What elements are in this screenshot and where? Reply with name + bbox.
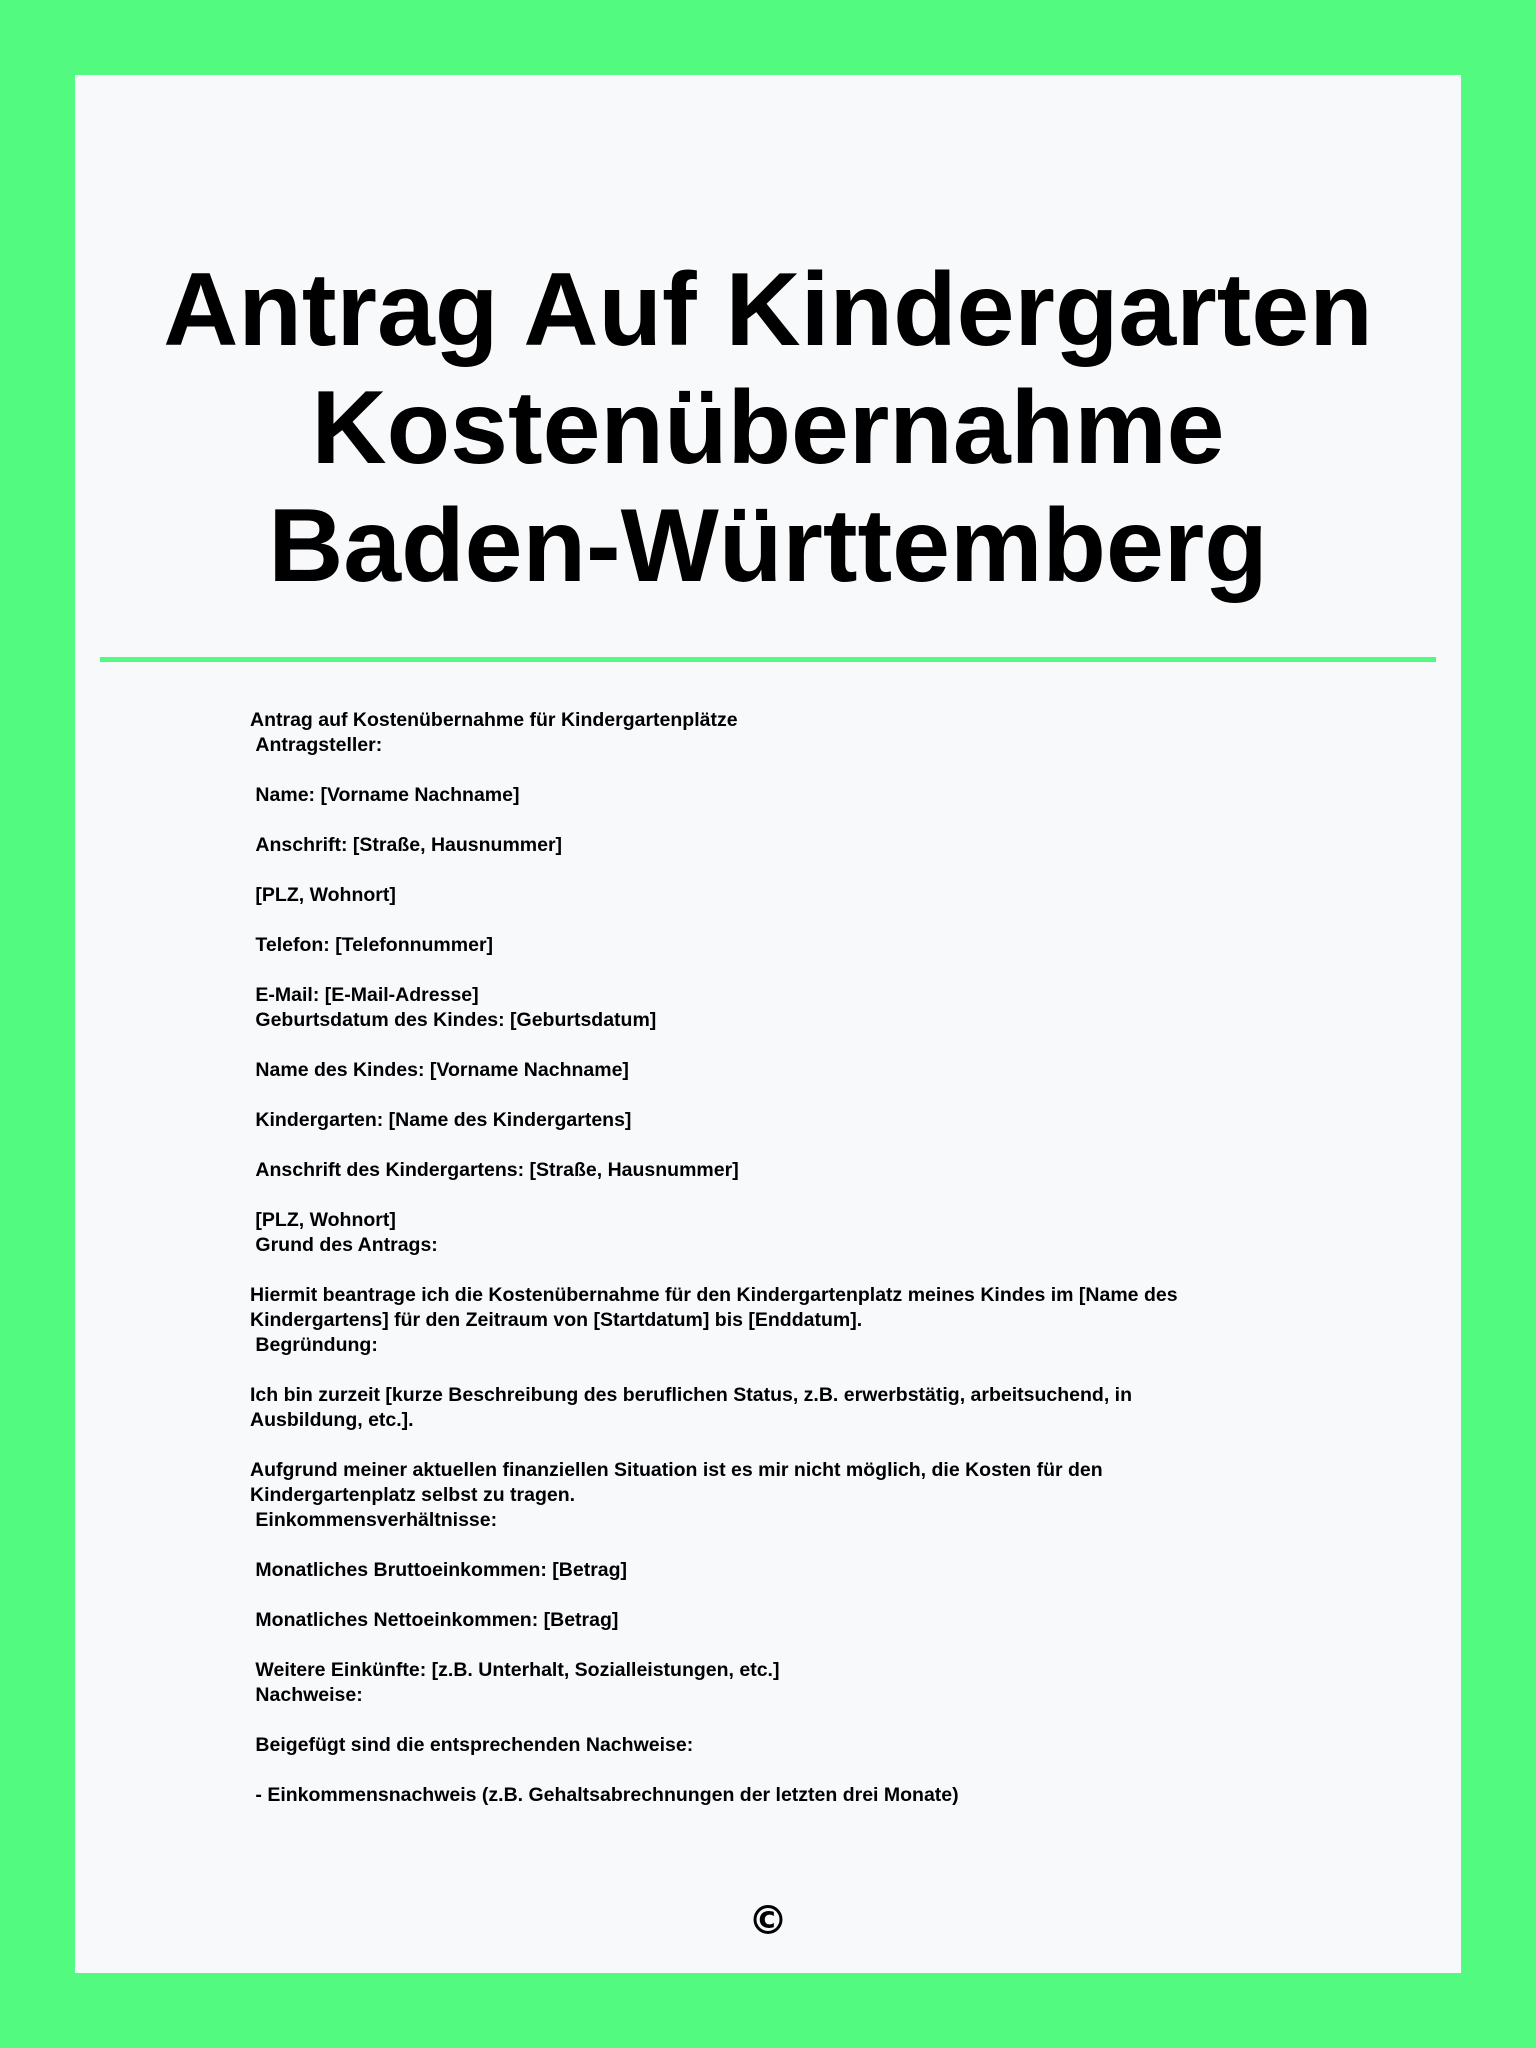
document-page [75, 75, 1461, 1973]
title-line-1: Antrag Auf Kindergarten [163, 252, 1373, 368]
title-divider [100, 657, 1436, 662]
title-line-2: Kostenübernahme [311, 370, 1225, 486]
copyright-icon: © [748, 1898, 788, 1944]
document-title [75, 251, 1461, 605]
document-body: Antrag auf Kostenübernahme für Kindergartenplätze Antragsteller: Name: [Vorname Nachname] Anschrift: [Straße, Hausnummer] [PLZ, Wohnort] Telefon: [Telefonnummer] E-Mail: [E-Mail-Adresse] Geburtsdatum des Kindes: [Geburtsdatum] Name des Kindes: [Vorname Nachname] Kindergarten: [Name des Kindergartens] Anschrift des Kindergartens: [Straße, Hausnummer] [PLZ, Wohnort] Grund des Antrags: Hiermit beantrage ich die Kostenübernahme für den Kindergartenplatz meines Kindes im [Name des Kindergartens] für den Zeitraum von [Startdatum] bis [Enddatum]. Begründung: Ich bin zurzeit [kurze Beschreibung des beruflichen Status, z.B. erwerbstätig, arbeitsuchend, in Ausbildung, etc.]. Aufgrund meiner aktuellen finanziellen Situation ist es mir nicht möglich, die Kosten für den Kindergartenplatz selbst zu tragen. Einkommensverhältnisse: Monatliches Bruttoeinkommen: [Betrag] Monatliches Nettoeinkommen: [Betrag] Weitere Einkünfte: [z.B. Unterhalt, Sozialleistungen, etc.] Nachweise: Beigefügt sind die entsprechenden Nachweise: - Einkommensnachweis (z.B. Gehaltsabrechnungen der letzten drei Monate) [250, 709, 1178, 1806]
title-line-3: Baden-Württemberg [268, 488, 1268, 604]
